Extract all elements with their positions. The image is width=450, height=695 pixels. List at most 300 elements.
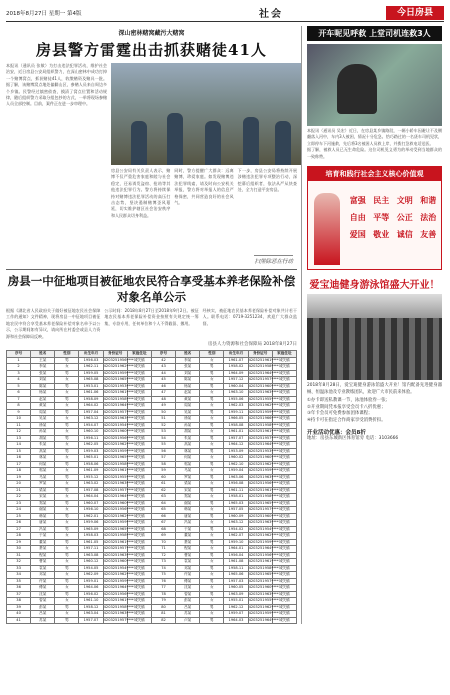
table-cell: 4203251956****	[103, 357, 134, 362]
table-cell: 4203251956****	[248, 481, 279, 486]
table-cell: 城关镇	[272, 539, 296, 546]
table-cell: 周某	[176, 403, 200, 410]
table-cell: 70	[151, 539, 175, 546]
table-cell: 1962.03	[224, 403, 248, 410]
table-cell: 城关镇	[127, 500, 151, 507]
core-value-word: 法治	[420, 212, 437, 223]
table-cell: 4203251961****	[248, 487, 279, 492]
table-cell: 35	[7, 578, 31, 585]
table-cell: 城关镇	[127, 578, 151, 585]
table-cell: 曾某	[31, 598, 55, 605]
table-cell: 胡某	[31, 435, 55, 442]
table-cell: 4203251961****	[103, 598, 134, 603]
table-cell: 1962.05	[79, 442, 103, 449]
table-cell: 16	[7, 455, 31, 462]
table-cell: 男	[55, 422, 79, 429]
table-cell: 城关镇	[272, 474, 296, 481]
table-row	[7, 617, 297, 624]
table-cell: 城关镇	[272, 370, 296, 377]
table-cell: 男	[55, 552, 79, 559]
table-cell: 王某	[31, 357, 55, 364]
table-cell: 1958.03	[79, 533, 103, 540]
table-cell: 女	[55, 429, 79, 436]
table-cell: 4203251957****	[103, 546, 134, 551]
table-cell: 1962.07	[224, 533, 248, 540]
table-cell: 曹某	[31, 559, 55, 566]
table-cell: 女	[55, 507, 79, 514]
table-cell: 城关镇	[127, 481, 151, 488]
table-cell: 女	[55, 364, 79, 371]
table-cell: 71	[151, 546, 175, 553]
table-cell: 男	[55, 370, 79, 377]
table-cell: 51	[151, 416, 175, 423]
table-cell: 4203251960****	[248, 585, 279, 590]
table-cell: 城关镇	[127, 559, 151, 566]
table-cell: 城关镇	[272, 526, 296, 533]
table-cell: 67	[151, 520, 175, 527]
table-cell: 许某	[31, 578, 55, 585]
table-cell: 卢某	[176, 617, 200, 624]
table-cell: 女	[200, 520, 224, 527]
table-cell: 44	[151, 370, 175, 377]
table-cell: 4203251960****	[103, 559, 134, 564]
core-value-word: 敬业	[373, 229, 390, 240]
table-cell: 城关镇	[272, 390, 296, 397]
table-cell: 1964.01	[224, 546, 248, 553]
table-cell: 1961.07	[224, 357, 248, 364]
gym-photo	[307, 294, 442, 380]
table-cell: 男	[200, 422, 224, 429]
table-cell: 4203251964****	[103, 403, 134, 408]
table-cell: 城关镇	[272, 585, 296, 592]
table-cell: 39	[7, 604, 31, 611]
table-cell: 1958.01	[224, 494, 248, 501]
table-cell: 女	[200, 455, 224, 462]
table-cell: 41	[7, 617, 31, 624]
table-cell: 4203251959****	[103, 578, 134, 583]
table-cell: 郭某	[31, 468, 55, 475]
table-cell: 城关镇	[272, 396, 296, 403]
table-cell: 4203251962****	[103, 572, 134, 577]
gym-headline: 爱宝迪健身游泳馆盛大开业！	[309, 280, 440, 292]
table-cell: 孙某	[176, 422, 200, 429]
table-cell: 1962.09	[79, 572, 103, 579]
table-cell: 城关镇	[272, 559, 296, 566]
table-cell: 唐某	[176, 513, 200, 520]
table-cell: 宋某	[31, 494, 55, 501]
table-cell: 4203251963****	[248, 474, 279, 479]
table-cell: 1965.09	[79, 526, 103, 533]
table-cell: 郑某	[176, 494, 200, 501]
table-cell: 19	[7, 474, 31, 481]
table-cell: 69	[151, 533, 175, 540]
table-cell: 男	[55, 513, 79, 520]
table-cell: 4203251958****	[248, 364, 279, 369]
table-cell: 4203251955****	[103, 474, 134, 479]
table-header: 家庭住址	[127, 351, 151, 358]
table-cell: 城关镇	[272, 611, 296, 618]
table-cell: 1964.12	[224, 442, 248, 449]
table-cell: 高某	[31, 448, 55, 455]
table-cell: 5	[7, 383, 31, 390]
table-cell: 林某	[176, 448, 200, 455]
table-cell: 苏某	[176, 611, 200, 618]
table-cell: 女	[200, 357, 224, 364]
table-cell: 男	[200, 364, 224, 371]
table-cell: 城关镇	[127, 416, 151, 423]
table-cell: 1962.11	[79, 364, 103, 371]
table-cell: 4203251966****	[248, 416, 279, 421]
story-text: 下一步，房县公安局将持续开展涉赌违法犯罪专项整治行动，深挖幕后组织者，依法从严从快查处，全力打造平安房县。	[237, 168, 297, 193]
table-cell: 4203251958****	[103, 396, 134, 401]
table-header: 序号	[7, 351, 31, 358]
table-cell: 62	[151, 487, 175, 494]
table-cell: 4203251964****	[248, 617, 279, 622]
table-cell: 城关镇	[127, 409, 151, 416]
table-cell: 26	[7, 520, 31, 527]
table-cell: 1962.10	[224, 461, 248, 468]
table-cell: 1956.03	[79, 357, 103, 364]
gym-subtitle: 开业活动优惠：会员8折	[307, 429, 366, 436]
table-cell: 杨某	[31, 390, 55, 397]
table-cell: 女	[55, 585, 79, 592]
table-cell: 4203251957****	[103, 409, 134, 414]
table-cell: 65	[151, 507, 175, 514]
table-cell: 1960.05	[224, 585, 248, 592]
table-cell: 女	[200, 468, 224, 475]
table-cell: 6	[7, 390, 31, 397]
table-cell: 60	[151, 474, 175, 481]
table-cell: 56	[151, 448, 175, 455]
table-cell: 男	[200, 370, 224, 377]
table-cell: 城关镇	[272, 468, 296, 475]
table-cell: 男	[200, 500, 224, 507]
table-cell: 1957.04	[79, 409, 103, 416]
table-cell: 城关镇	[127, 552, 151, 559]
table-cell: 1956.11	[79, 435, 103, 442]
table-cell: 陈某	[31, 383, 55, 390]
table-cell: 城关镇	[127, 435, 151, 442]
table-cell: 4203251961****	[248, 429, 279, 434]
table-cell: 城关镇	[127, 585, 151, 592]
left-column	[6, 26, 302, 624]
table-cell: 4	[7, 377, 31, 384]
table-cell: 男	[200, 383, 224, 390]
table-cell: 周某	[31, 409, 55, 416]
table-cell: 城关镇	[127, 468, 151, 475]
issue-date: 2018年8月27日 星期一 第4版	[6, 10, 82, 17]
table-cell: 1958.06	[79, 461, 103, 468]
table-cell: 城关镇	[272, 429, 296, 436]
notice-story	[6, 273, 297, 624]
table-cell: 4203251965****	[103, 455, 134, 460]
table-cell: 男	[55, 617, 79, 624]
table-cell: 4203251962****	[248, 461, 279, 466]
table-cell: 城关镇	[127, 448, 151, 455]
table-cell: 4203251955****	[248, 396, 279, 401]
table-cell: 1958.08	[224, 422, 248, 429]
table-cell: 1958.11	[224, 565, 248, 572]
rescue-headline: 开车呢见呼救 上堂司机连救3人	[307, 26, 442, 41]
table-header: 身份证号	[248, 351, 272, 358]
table-cell: 于某	[176, 526, 200, 533]
table-cell: 梁某	[31, 487, 55, 494]
table-cell: 黄某	[31, 403, 55, 410]
table-cell: 男	[55, 500, 79, 507]
table-cell: 1961.06	[79, 390, 103, 397]
table-cell: 男	[55, 383, 79, 390]
table-cell: 4203251964****	[103, 494, 134, 499]
table-cell: 男	[55, 526, 79, 533]
table-cell: 17	[7, 461, 31, 468]
table-cell: 1964.03	[224, 617, 248, 624]
table-cell: 郑某	[31, 500, 55, 507]
table-cell: 30	[7, 546, 31, 553]
table-cell: 38	[7, 598, 31, 605]
table-cell: 4203251959****	[248, 409, 279, 414]
table-cell: 1954.07	[79, 422, 103, 429]
table-cell: 24	[7, 507, 31, 514]
table-cell: 男	[55, 604, 79, 611]
table-cell: 77	[151, 585, 175, 592]
table-cell: 1958.12	[79, 604, 103, 611]
table-cell: 彭某	[31, 604, 55, 611]
list-item: ③年卡会员可免费参加团体课程；	[307, 411, 373, 417]
table-cell: 城关镇	[272, 383, 296, 390]
table-cell: 苏某	[31, 617, 55, 624]
table-cell: 4203251957****	[248, 435, 279, 440]
table-cell: 男	[55, 591, 79, 598]
table-cell: 1964.04	[79, 494, 103, 501]
table-cell: 4203251959****	[248, 539, 279, 544]
table-cell: 冯某	[176, 520, 200, 527]
table-cell: 4203251957****	[248, 377, 279, 382]
core-value-word: 诚信	[396, 229, 413, 240]
table-cell: 许某	[176, 572, 200, 579]
table-cell: 4203251960****	[248, 455, 279, 460]
table-cell: 城关镇	[272, 520, 296, 527]
table-cell: 33	[7, 565, 31, 572]
core-value-word: 民主	[373, 195, 390, 206]
table-cell: 沈某	[176, 585, 200, 592]
table-cell: 男	[55, 448, 79, 455]
table-cell: 14	[7, 442, 31, 449]
table-cell: 1960.07	[79, 500, 103, 507]
table-cell: 城关镇	[272, 357, 296, 364]
core-value-word: 爱国	[349, 229, 366, 240]
table-cell: 55	[151, 442, 175, 449]
table-cell: 50	[151, 409, 175, 416]
table-header: 身份证号	[103, 351, 127, 358]
table-cell: 4203251962****	[103, 513, 134, 518]
table-cell: 张某	[176, 364, 200, 371]
table-cell: 城关镇	[127, 455, 151, 462]
table-cell: 47	[151, 390, 175, 397]
table-cell: 4203251958****	[248, 494, 279, 499]
table-cell: 1959.11	[224, 409, 248, 416]
table-cell: 4203251965****	[103, 526, 134, 531]
table-cell: 程某	[176, 546, 200, 553]
table-cell: 城关镇	[272, 435, 296, 442]
table-cell: 7	[7, 396, 31, 403]
rescue-photo	[307, 44, 442, 126]
table-cell: 4203251962****	[248, 533, 279, 538]
table-cell: 城关镇	[272, 507, 296, 514]
table-cell: 城关镇	[272, 500, 296, 507]
table-cell: 男	[200, 409, 224, 416]
table-cell: 城关镇	[127, 591, 151, 598]
table-cell: 42	[151, 357, 175, 364]
table-cell: 1963.12	[224, 520, 248, 527]
table-cell: 傅某	[176, 578, 200, 585]
core-value-word: 自由	[349, 212, 366, 223]
table-cell: 78	[151, 591, 175, 598]
table-cell: 4203251961****	[103, 390, 134, 395]
table-cell: 城关镇	[127, 390, 151, 397]
table-cell: 城关镇	[272, 513, 296, 520]
table-cell: 1954.02	[224, 526, 248, 533]
table-cell: 1	[7, 357, 31, 364]
list-item: ①办卡即送私教课一节，泳池体验券一张；	[307, 398, 390, 404]
table-cell: 18	[7, 468, 31, 475]
table-cell: 4203251964****	[248, 370, 279, 375]
core-value-word: 富强	[349, 195, 366, 206]
table-cell: 城关镇	[272, 487, 296, 494]
table-cell: 男	[55, 435, 79, 442]
table-cell: 37	[7, 591, 31, 598]
table-cell: 4203251958****	[103, 461, 134, 466]
table-cell: 女	[200, 377, 224, 384]
table-cell: 4203251959****	[248, 611, 279, 616]
table-cell: 女	[200, 429, 224, 436]
table-cell: 梁某	[176, 481, 200, 488]
table-cell: 女	[200, 546, 224, 553]
table-cell: 59	[151, 468, 175, 475]
table-cell: 袁某	[31, 565, 55, 572]
table-cell: 32	[7, 559, 31, 566]
table-cell: 4203251960****	[248, 513, 279, 518]
table-cell: 李某	[176, 357, 200, 364]
table-cell: 4203251964****	[248, 546, 279, 551]
table-cell: 城关镇	[127, 604, 151, 611]
table-cell: 城关镇	[127, 474, 151, 481]
table-cell: 城关镇	[127, 364, 151, 371]
table-cell: 4203251958****	[103, 533, 134, 538]
table-cell: 城关镇	[127, 494, 151, 501]
table-cell: 1960.02	[224, 455, 248, 462]
table-cell: 城关镇	[272, 546, 296, 553]
table-cell: 女	[200, 481, 224, 488]
table-cell: 谢某	[176, 500, 200, 507]
table-cell: 邓某	[176, 565, 200, 572]
table-cell: 4203251956****	[248, 552, 279, 557]
table-cell: 1958.09	[79, 396, 103, 403]
table-cell: 4203251961****	[103, 468, 134, 473]
table-cell: 马某	[31, 474, 55, 481]
table-cell: 高某	[176, 442, 200, 449]
table-cell: 4203251963****	[103, 552, 134, 557]
table-cell: 女	[55, 572, 79, 579]
table-cell: 城关镇	[272, 403, 296, 410]
table-cell: 1959.01	[79, 578, 103, 585]
table-cell: 城关镇	[127, 533, 151, 540]
table-cell: 4203251956****	[103, 507, 134, 512]
table-cell: 马某	[176, 468, 200, 475]
table-cell: 女	[200, 611, 224, 618]
table-cell: 男	[200, 539, 224, 546]
table-cell: 25	[7, 513, 31, 520]
table-cell: 城关镇	[127, 429, 151, 436]
table-cell: 男	[200, 448, 224, 455]
table-cell: 男	[200, 552, 224, 559]
table-cell: 1956.10	[79, 507, 103, 514]
table-cell: 20	[7, 481, 31, 488]
notice-signature: 房县人力资源和社会保障局 2018年8月27日	[208, 342, 297, 348]
table-cell: 4203251965****	[103, 377, 134, 382]
table-cell: 1966.05	[224, 416, 248, 423]
table-cell: 男	[55, 357, 79, 364]
list-item: ②开业期间凭本报享受会员卡八折优惠；	[307, 404, 386, 410]
table-cell: 男	[200, 617, 224, 624]
table-cell: 48	[151, 396, 175, 403]
table-cell: 女	[200, 507, 224, 514]
table-cell: 4203251960****	[248, 383, 279, 388]
table-cell: 男	[200, 604, 224, 611]
table-cell: 4203251961****	[103, 539, 134, 544]
table-cell: 男	[55, 565, 79, 572]
table-cell: 1957.07	[79, 617, 103, 624]
table-cell: 徐某	[176, 416, 200, 423]
table-cell: 1963.12	[79, 416, 103, 423]
table-cell: 1960.12	[79, 559, 103, 566]
table-cell: 孙某	[31, 429, 55, 436]
monument-icon	[314, 193, 340, 265]
table-cell: 4203251963****	[103, 416, 134, 421]
table-cell: 沈某	[31, 591, 55, 598]
table-cell: 4203251963****	[248, 591, 279, 596]
table-cell: 女	[55, 559, 79, 566]
table-cell: 男	[200, 526, 224, 533]
core-value-word: 文明	[396, 195, 413, 206]
table-cell: 1965.08	[79, 377, 103, 384]
table-cell: 于某	[31, 533, 55, 540]
table-cell: 城关镇	[127, 611, 151, 618]
table-cell: 80	[151, 604, 175, 611]
table-cell: 1960.09	[224, 513, 248, 520]
table-cell: 胡某	[176, 429, 200, 436]
table-cell: 1959.10	[224, 539, 248, 546]
table-cell: 女	[55, 533, 79, 540]
table-cell: 1956.08	[224, 481, 248, 488]
table-cell: 城关镇	[272, 422, 296, 429]
notice-text: 公示时间：2018年8月27日至2018年9月2日。被征地农民基本养老保险补偿资金按照有关规定统一筹集，专款专用，任何单位和个人不得截留、挪用。	[104, 308, 199, 326]
table-cell: 女	[200, 533, 224, 540]
table-cell: 4203251962****	[248, 403, 279, 408]
table-cell: 13	[7, 435, 31, 442]
table-cell: 赵某	[176, 390, 200, 397]
table-cell: 1955.01	[224, 598, 248, 605]
table-cell: 64	[151, 500, 175, 507]
table-cell: 1959.05	[79, 370, 103, 377]
table-cell: 4203251958****	[103, 604, 134, 609]
table-cell: 23	[7, 500, 31, 507]
page-header	[6, 4, 444, 22]
table-cell: 城关镇	[127, 617, 151, 624]
table-cell: 4203251962****	[248, 604, 279, 609]
table-cell: 城关镇	[272, 455, 296, 462]
table-cell: 4203251961****	[248, 559, 279, 564]
table-header: 姓名	[31, 351, 55, 358]
